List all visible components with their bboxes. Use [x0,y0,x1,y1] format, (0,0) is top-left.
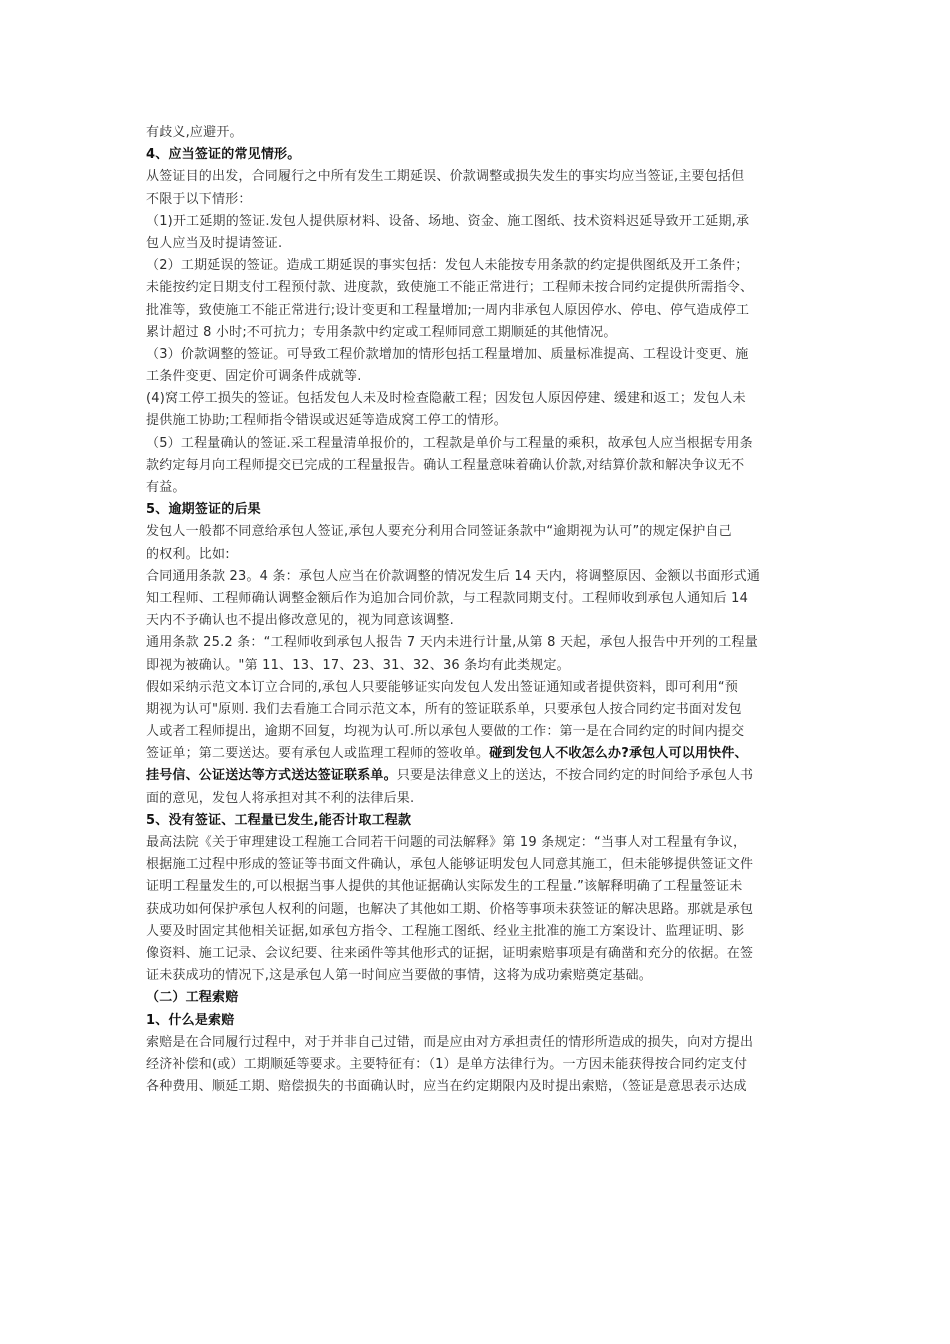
paragraph-line [146,1076,810,1098]
section-heading [146,1010,810,1032]
text-run: 最高法院《关于审理建设工程施工合同若干问题的司法解释》第 19 条规定：“当事人对工程量有争议， [146,835,747,850]
text-run: 面的意见，发包人将承担对其不利的法律后果. [146,790,415,806]
text-run: 未能按约定日期支付工程预付款、进度款，致使施工不能正常进行；工程师未按合同约定提供所需指令、 [146,280,754,296]
paragraph-line [146,277,810,299]
paragraph-line [146,765,810,787]
text-run: 批准等，致使施工不能正常进行;设计变更和工程量增加;一周内非承包人原因停水、停电、停气造成停工 [146,302,750,318]
paragraph-line [146,610,810,632]
paragraph-line [146,388,810,410]
text-run: 索赔是在合同履行过程中，对于并非自己过错，而是应由对方承担责任的情形所造成的损失，向对方提出 [146,1034,754,1050]
text-run: 只要是法律意义上的送达，不按合同约定的时间给予承包人书 [396,768,754,784]
text-run: 4、应当签证的常见情形。 [146,147,301,163]
text-run: （二）工程索赔 [146,990,239,1006]
text-run: (4)窝工停工损失的签证。包括发包人未及时检查隐蔽工程；因发包人原因停建、缓建和返工；发包人未 [146,391,746,407]
text-run: 各种费用、顺延工期、赔偿损失的书面确认时，应当在约定期限内及时提出索赔，（签证是意思表示达成 [146,1079,747,1095]
text-run: 证明工程量发生的,可以根据当事人提供的其他证据确认实际发生的工程量.”该解释明确了工程量签证未 [146,879,743,895]
text-run: 累计超过 8 小时;不可抗力；专用条款中约定或工程师同意工期顺延的其他情况。 [146,324,617,340]
bold-text-run: 碰到发包人不收怎么办?承包人可以用快件、 [489,746,748,762]
paragraph-line [146,632,810,654]
text-run: 通用条款 25.2 条：“工程师收到承包人报告 7 天内未进行计量,从第 8 天起，承包人报告中开列的工程量 [146,635,758,651]
text-run: 工条件变更、固定价可调条件成就等. [146,369,362,385]
paragraph-line [146,300,810,322]
text-run: 即视为被确认。"第 11、13、17、23、31、32、36 条均有此类规定。 [146,657,570,673]
text-run: 提供施工协助;工程师指令错误或迟延等造成窝工停工的情形。 [146,413,507,429]
text-run: （5）工程量确认的签证.采工程量清单报价的，工程款是单价与工程量的乘积，故承包人应当根据专用条 [146,435,753,451]
text-run: （2）工期延误的签证。造成工期延误的事实包括：发包人未能按专用条款的约定提供图纸及开工条件； [146,258,749,274]
paragraph-line [146,166,810,188]
paragraph-line [146,211,810,233]
text-run: 根据施工过程中形成的签证等书面文件确认，承包人能够证明发包人同意其施工，但未能够提供签证文件 [146,857,754,873]
paragraph-line [146,233,810,255]
paragraph-line [146,544,810,566]
paragraph-line [146,677,810,699]
text-run: 像资料、施工记录、会议纪要、往来函件等其他形式的证据，证明索赔事项是有确凿和充分的依据。在签 [146,945,754,961]
section-heading [146,810,810,832]
section-heading [146,144,810,166]
text-run: 经济补偿和(或）工期顺延等要求。主要特征有：（1）是单方法律行为。一方因未能获得按合同约定支付 [146,1056,748,1072]
paragraph-line [146,455,810,477]
text-run: 有益。 [146,480,186,495]
paragraph-line [146,788,810,810]
paragraph-line [146,965,810,987]
paragraph-line [146,699,810,721]
paragraph-line [146,322,810,344]
text-run: 证未获成功的情况下,这是承包人第一时间应当要做的事情，这将为成功索赔奠定基础。 [146,968,652,984]
text-run: 1、什么是索赔 [146,1012,235,1028]
paragraph-line [146,921,810,943]
text-run: 期视为认可"原则. 我们去看施工合同示范文本，所有的签证联系单，只要承包人按合同约定书面对发包 [146,701,742,717]
paragraph-line [146,588,810,610]
paragraph-line [146,344,810,366]
text-run: 5、逾期签证的后果 [146,502,261,518]
text-run: 获成功如何保护承包人权利的问题，也解决了其他如工期、价格等事项未获签证的解决思路。那就是承包 [146,901,754,917]
text-run: 发包人一般都不同意给承包人签证,承包人要充分利用合同签证条款中“逾期视为认可”的规定保护自己 [146,524,732,540]
text-run: 从签证目的出发，合同履行之中所有发生工期延误、价款调整或损失发生的事实均应当签证,主要包括但 [146,169,745,185]
paragraph-line [146,255,810,277]
text-run: 知工程师、工程师确认调整金额后作为追加合同价款，与工程款同期支付。工程师收到承包人通知后 14 [146,590,749,606]
text-run: 不限于以下情形： [146,191,252,207]
paragraph-line [146,477,810,499]
paragraph-line [146,721,810,743]
paragraph-line [146,943,810,965]
paragraph-line [146,743,810,765]
text-run: 人或者工程师提出，逾期不回复，均视为认可.所以承包人要做的工作：第一是在合同约定的时间内提交 [146,724,745,740]
text-run: 假如采纳示范文本订立合同的,承包人只要能够证实向发包人发出签证通知或者提供资料，即可利用“预 [146,679,739,695]
text-run: 人要及时固定其他相关证据,如承包方指令、工程施工图纸、经业主批准的施工方案设计、监理证明、影 [146,923,745,939]
bold-text-run: 挂号信、公证送达等方式送达签证联系单。 [146,768,397,784]
paragraph-line [146,655,810,677]
text-run: 5、没有签证、工程量已发生,能否计取工程款 [146,812,412,828]
text-run: 包人应当及时提请签证. [146,235,283,251]
text-run: 的权利。比如: [146,546,230,562]
text-run: 合同通用条款 23。4 条：承包人应当在价款调整的情况发生后 14 天内，将调整原因、金额以书面形式通 [146,568,761,584]
section-heading [146,987,810,1009]
paragraph-line [146,122,810,144]
paragraph-line [146,1032,810,1054]
text-run: 天内不予确认也不提出修改意见的，视为同意该调整. [146,613,454,629]
paragraph-line [146,876,810,898]
paragraph-line [146,854,810,876]
paragraph-line [146,566,810,588]
text-run: 有歧义,应避开。 [146,125,243,140]
paragraph-line [146,410,810,432]
paragraph-line [146,366,810,388]
document-body [146,122,810,1098]
text-run: 签证单；第二要送达。要有承包人或监理工程师的签收单。 [146,746,490,762]
section-heading [146,499,810,521]
text-run: （1)开工延期的签证.发包人提供原材料、设备、场地、资金、施工图纸、技术资料迟延导致开工延期,承 [146,213,750,229]
paragraph-line [146,189,810,211]
paragraph-line [146,899,810,921]
paragraph-line [146,433,810,455]
text-run: （3）价款调整的签证。可导致工程价款增加的情形包括工程量增加、质量标准提高、工程设计变更、施 [146,346,749,362]
text-run: 款约定每月向工程师提交已完成的工程量报告。确认工程量意味着确认价款,对结算价款和解决争议无不 [146,457,745,473]
paragraph-line [146,1054,810,1076]
paragraph-line [146,832,810,854]
paragraph-line [146,521,810,543]
